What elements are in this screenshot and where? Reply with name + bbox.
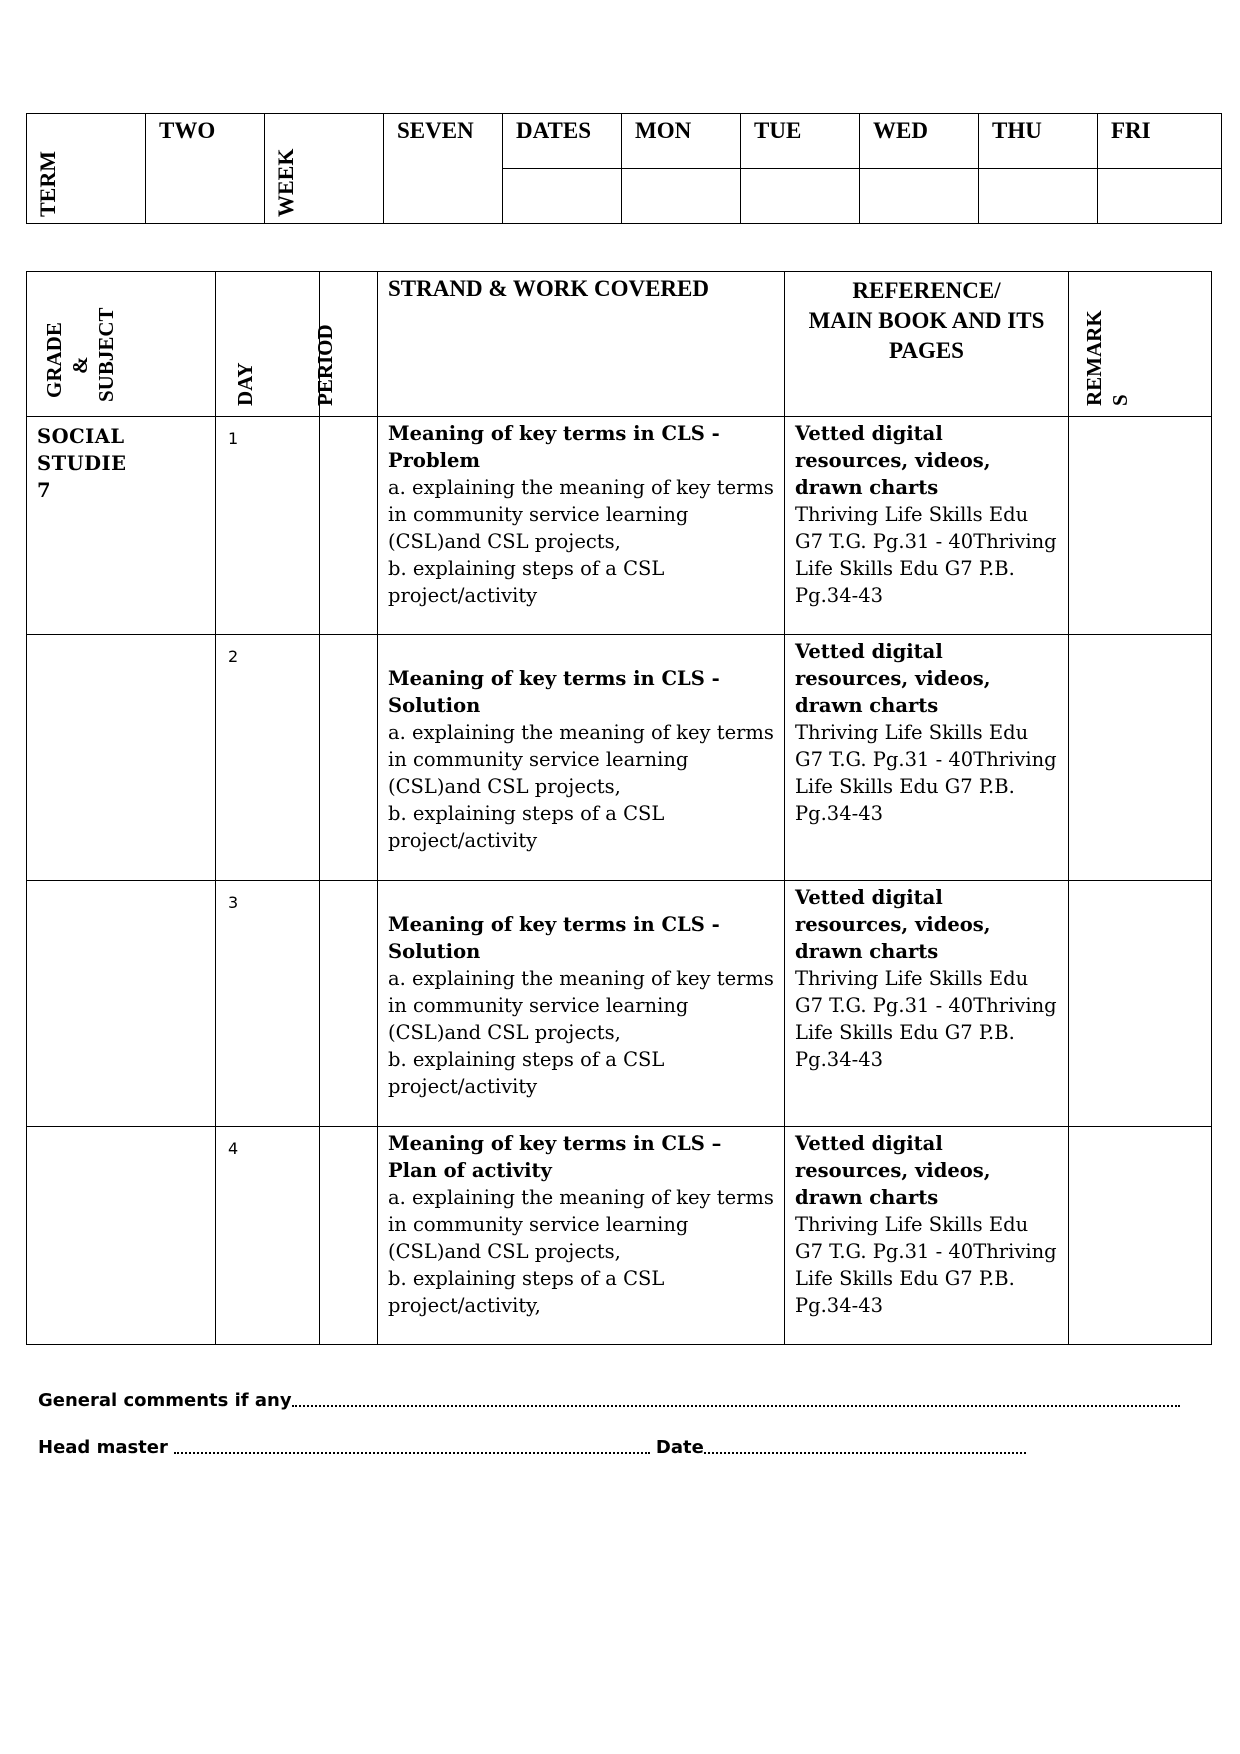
table-header-row [27,272,1212,417]
period-header-text: PERIOD [313,324,337,406]
date-field[interactable] [704,1452,1026,1454]
grade-subject-line: STUDIE [37,452,127,475]
day-cell: 1 [216,417,320,635]
general-comments-line [38,1390,1180,1411]
head-master-field[interactable] [174,1452,650,1454]
day-wed-label: WED [860,114,979,169]
day-cell: 4 [216,1127,320,1345]
remarks-cell[interactable] [1069,881,1212,1127]
record-of-work-table [26,271,1212,1345]
period-cell[interactable] [320,635,378,881]
outcome-a: a. explaining the meaning of key terms in community service learning (CSL)and CSL projects, [388,1186,774,1263]
table-row [27,881,1212,1127]
table-row [27,635,1212,881]
topic-title: Meaning of key terms in CLS - Problem [388,422,720,472]
work-covered-cell [378,881,785,1127]
remarks-cell[interactable] [1069,635,1212,881]
table-row [27,417,1212,635]
grade-subject-cell [27,417,216,635]
reference-books: Thriving Life Skills Edu G7 T.G. Pg.31 - 40Thriving Life Skills Edu G7 P.B. Pg.34-43 [795,721,1057,825]
remarks-header [1069,272,1212,417]
term-label-cell [27,114,146,224]
outcome-a: a. explaining the meaning of key terms in community service learning (CSL)and CSL projects, [388,476,774,553]
grade-subject-cell [27,1127,216,1345]
period-cell[interactable] [320,417,378,635]
period-header [313,272,378,417]
reference-cell [785,881,1069,1127]
reference-header-line3: PAGES [889,338,964,363]
day-header-text: DAY [233,362,257,406]
grade-subject-cell [27,881,216,1127]
work-covered-cell [378,1127,785,1345]
term-value: TWO [146,114,265,224]
remarks-cell[interactable] [1069,417,1212,635]
outcome-b: b. explaining steps of a CSL project/activity [388,1048,665,1098]
remarks-header-line1: REMARK [1082,310,1106,406]
grade-subject-line: SOCIAL [37,425,125,448]
day-tue-label: TUE [741,114,860,169]
reference-cell [785,635,1069,881]
outcome-a: a. explaining the meaning of key terms in community service learning (CSL)and CSL projects, [388,721,774,798]
reference-books: Thriving Life Skills Edu G7 T.G. Pg.31 - 40Thriving Life Skills Edu G7 P.B. Pg.34-43 [795,967,1057,1071]
period-cell[interactable] [320,1127,378,1345]
outcome-a: a. explaining the meaning of key terms in community service learning (CSL)and CSL projects, [388,967,774,1044]
head-master-label: Head master [38,1437,168,1458]
reference-cell [785,1127,1069,1345]
fri-date-cell[interactable] [1098,169,1222,224]
week-label-cell [265,114,384,224]
reference-books: Thriving Life Skills Edu G7 T.G. Pg.31 - 40Thriving Life Skills Edu G7 P.B. Pg.34-43 [795,1213,1057,1317]
term-label: TERM [35,151,60,217]
reference-resources: Vetted digital resources, videos, drawn charts [795,886,991,963]
subject-header-text: SUBJECT [94,307,118,402]
outcome-b: b. explaining steps of a CSL project/activity [388,802,665,852]
table-row [27,1127,1212,1345]
period-cell[interactable] [320,881,378,1127]
work-covered-cell [378,635,785,881]
strand-header: STRAND & WORK COVERED [378,272,785,417]
work-covered-cell [378,417,785,635]
reference-resources: Vetted digital resources, videos, drawn charts [795,1132,991,1209]
topic-title: Meaning of key terms in CLS - Solution [388,913,720,963]
reference-cell [785,417,1069,635]
reference-header [785,272,1069,417]
grade-header-text: GRADE [42,322,66,398]
day-cell: 2 [216,635,320,881]
reference-books: Thriving Life Skills Edu G7 T.G. Pg.31 - 40Thriving Life Skills Edu G7 P.B. Pg.34-43 [795,503,1057,607]
general-comments-label: General comments if any [38,1390,292,1411]
mon-date-cell[interactable] [622,169,741,224]
reference-resources: Vetted digital resources, videos, drawn charts [795,640,991,717]
reference-header-line2: MAIN BOOK AND ITS [808,308,1045,333]
week-value: SEVEN [384,114,503,224]
outcome-b: b. explaining steps of a CSL project/activity, [388,1267,665,1317]
tue-date-cell[interactable] [741,169,860,224]
day-mon-label: MON [622,114,741,169]
grade-subject-line: 7 [37,479,52,502]
term-week-header-table [26,113,1222,224]
grade-subject-header [27,272,216,417]
reference-header-line1: REFERENCE/ [852,278,1001,303]
day-cell: 3 [216,881,320,1127]
dates-blank-cell[interactable] [503,169,622,224]
topic-title: Meaning of key terms in CLS - Solution [388,667,720,717]
grade-subject-cell [27,635,216,881]
signature-line [38,1437,1026,1458]
day-fri-label: FRI [1098,114,1222,169]
week-label: WEEK [273,148,298,217]
topic-title: Meaning of key terms in CLS – Plan of activity [388,1132,722,1182]
day-thu-label: THU [979,114,1098,169]
general-comments-field[interactable] [292,1405,1180,1407]
remarks-header-line2: S [1108,394,1132,406]
date-label: Date [655,1437,704,1458]
outcome-b: b. explaining steps of a CSL project/activity [388,557,665,607]
remarks-cell[interactable] [1069,1127,1212,1345]
day-header [216,272,320,417]
reference-resources: Vetted digital resources, videos, drawn charts [795,422,991,499]
thu-date-cell[interactable] [979,169,1098,224]
ampersand-header-text: & [68,356,92,374]
wed-date-cell[interactable] [860,169,979,224]
dates-label: DATES [503,114,622,169]
